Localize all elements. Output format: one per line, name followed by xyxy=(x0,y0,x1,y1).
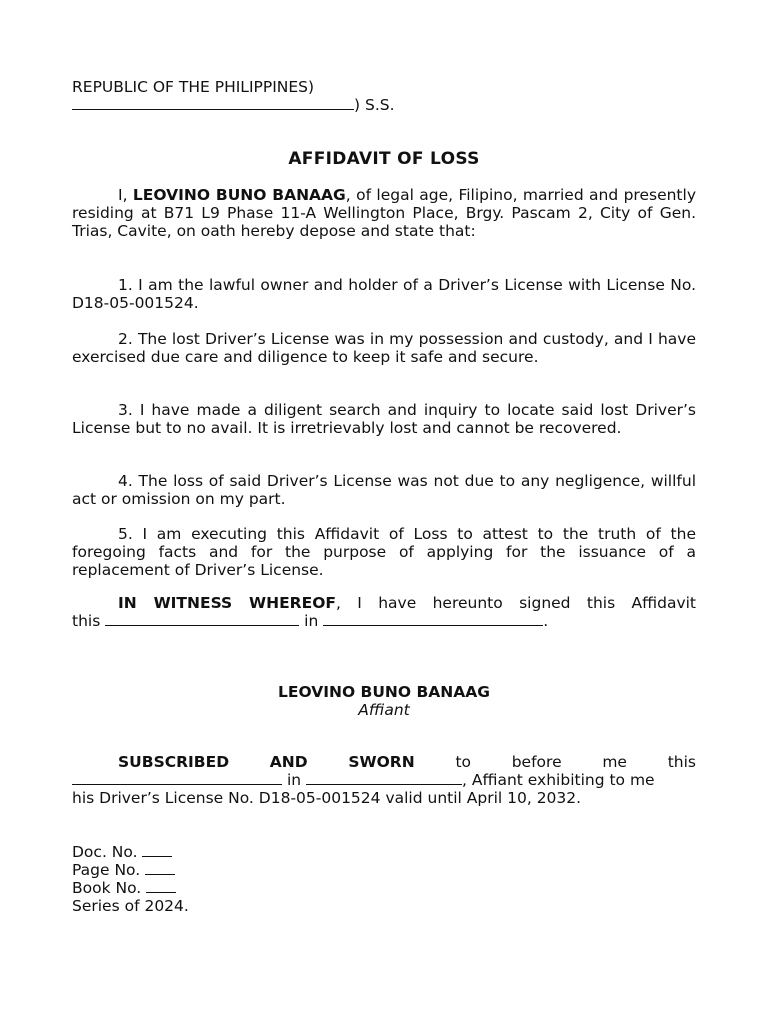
place-blank xyxy=(323,612,543,626)
caption-country: REPUBLIC OF THE PHILIPPINES) xyxy=(72,78,315,96)
paragraph-1: 1. I am the lawful owner and holder of a Driver’s License with License No. D18-05-001524. xyxy=(72,276,696,312)
date-blank xyxy=(105,612,299,626)
jurat-date-blank xyxy=(72,771,282,785)
affiant-name: LEOVINO BUNO BANAAG xyxy=(278,683,490,701)
jurat: SUBSCRIBED AND SWORN to before me this in , Affiant exhibiting to me his Driver’s License No. D18-05-001524 valid until April 10, 2032. xyxy=(72,753,696,807)
venue-blank xyxy=(72,96,354,110)
jurat-place-blank xyxy=(306,771,462,785)
page-no-blank xyxy=(145,861,175,875)
paragraph-2: 2. The lost Driver’s License was in my possession and custody, and I have exercised due care and diligence to keep it safe and secure. xyxy=(72,330,696,366)
caption-venue: ) S.S. xyxy=(72,96,696,114)
witness-clause: IN WITNESS WHEREOF, I have hereunto signed this Affidavit this in . xyxy=(72,594,696,630)
paragraph-5: 5. I am executing this Affidavit of Loss to attest to the truth of the foregoing facts and for the purpose of applying for the issuance of a replacement of Driver’s License. xyxy=(72,525,696,579)
book-no-blank xyxy=(146,879,176,893)
document-title: AFFIDAVIT OF LOSS xyxy=(288,149,480,169)
intro-paragraph: I, LEOVINO BUNO BANAAG, of legal age, Filipino, married and presently residing at B71 L9 Phase 11-A Wellington Place, Brgy. Pascam 2, City of Gen. Trias, Cavite, on oath hereby depose and state that: xyxy=(72,186,696,240)
paragraph-4: 4. The loss of said Driver’s License was not due to any negligence, willful act or omission on my part. xyxy=(72,472,696,508)
affiant-caption: Affiant xyxy=(358,701,410,719)
paragraph-3: 3. I have made a diligent search and inquiry to locate said lost Driver’s License but to no avail. It is irretrievably lost and cannot be recovered. xyxy=(72,401,696,437)
signature-block xyxy=(72,683,696,719)
doc-no-blank xyxy=(142,843,172,857)
affiant-name-inline: LEOVINO BUNO BANAAG xyxy=(132,186,346,204)
notarial-register: Doc. No. Page No. Book No. Series of 2024. xyxy=(72,843,189,915)
